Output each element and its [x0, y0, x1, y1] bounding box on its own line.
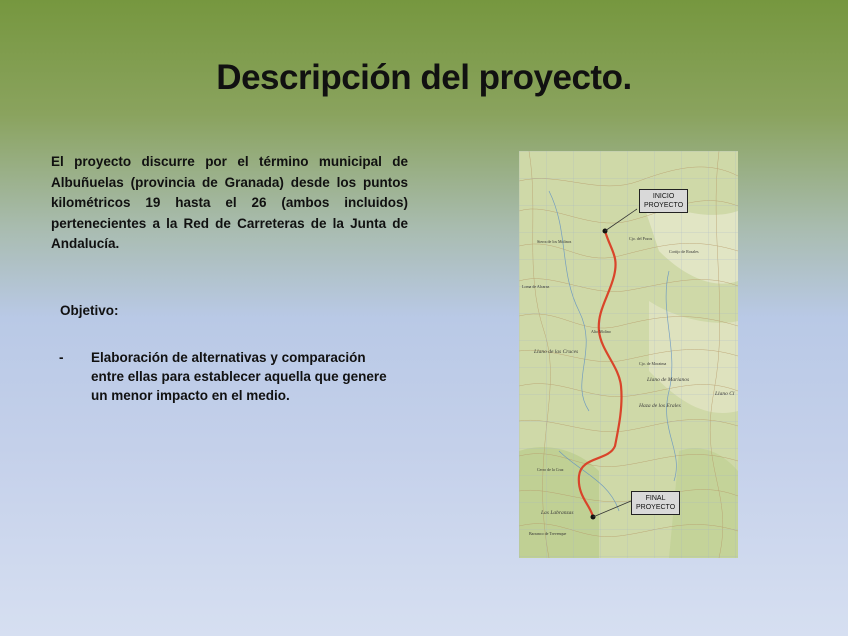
map-place-label: Llano Cl — [715, 391, 735, 397]
slide-title: Descripción del proyecto. — [216, 58, 632, 97]
map-place-label: Cortijo de Rosales — [669, 249, 699, 254]
objective-item-text: Elaboración de alternativas y comparación entre ellas para establecer aquella que genere un menor impacto en el medio. — [91, 350, 387, 403]
map-place-label: Sierra de los Molinos — [537, 239, 572, 244]
route-map — [519, 151, 738, 558]
map-place-label: Alto Molino — [591, 329, 611, 334]
bullet-marker: - — [59, 350, 64, 365]
end-callout: FINAL PROYECTO — [631, 491, 680, 515]
map-place-label: Barranco de Trevenque — [529, 531, 567, 536]
objective-bullet — [59, 348, 399, 405]
start-callout: INICIO PROYECTO — [639, 189, 688, 213]
map-place-label: Llano de las Cruces — [534, 349, 579, 355]
map-place-label: Llano de Marianos — [647, 377, 690, 383]
objective-label: Objetivo: — [60, 303, 119, 318]
map-place-label: Loma de Alcaraz — [522, 284, 550, 289]
map-place-label: Cerro de la Cruz — [537, 467, 564, 472]
map-place-label: Haza de los Erales — [639, 403, 681, 409]
map-place-label: Cjo. de Moraima — [639, 361, 667, 366]
intro-paragraph: El proyecto discurre por el término municipal de Albuñuelas (provincia de Granada) desde los puntos kilométricos 19 hasta el 26 (ambos incluidos) pertenecientes a la Red de Carreteras de la Junta de Andalucía. — [51, 154, 408, 251]
map-place-label: Las Labranzas — [541, 510, 574, 516]
map-place-label: Cjo. del Pozos — [629, 236, 653, 241]
